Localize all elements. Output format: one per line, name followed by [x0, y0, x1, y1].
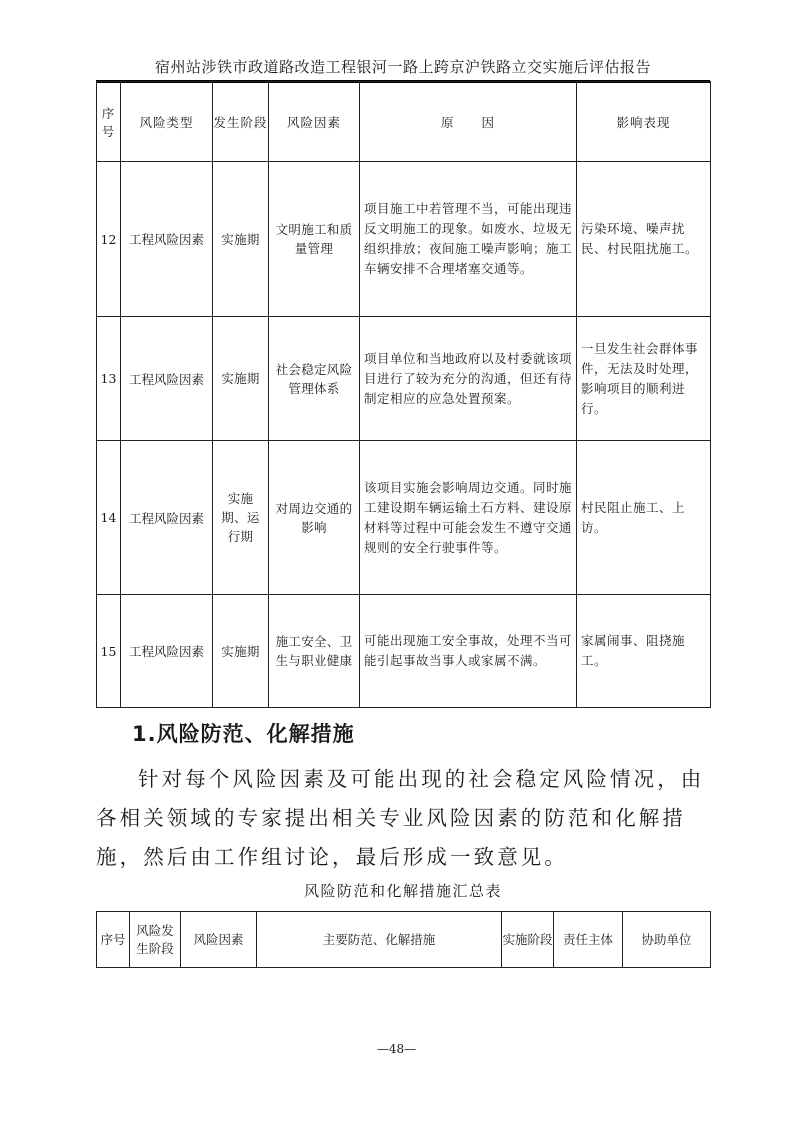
header-cell-no: 序号	[97, 912, 130, 968]
measures-summary-table	[96, 911, 711, 968]
row-factor: 文明施工和质量管理	[269, 162, 360, 317]
table-row	[97, 595, 711, 708]
row-impact: 家属闹事、阻挠施工。	[577, 595, 711, 708]
row-no: 15	[97, 595, 121, 708]
header-cell-assist: 协助单位	[623, 912, 711, 968]
section-paragraph: 针对每个风险因素及可能出现的社会稳定风险情况，由各相关领域的专家提出相关专业风险因素的防范和化解措施，然后由工作组讨论，最后形成一致意见。	[96, 767, 705, 869]
table-row	[97, 162, 711, 317]
row-stage: 实施期	[213, 317, 269, 441]
row-type: 工程风险因素	[121, 595, 213, 708]
row-no: 14	[97, 441, 121, 595]
page-number: —48—	[376, 1042, 417, 1056]
header-cell-factor: 风险因素	[181, 912, 257, 968]
header-cell-factor: 风险因素	[269, 82, 360, 162]
header-cell-responsible: 责任主体	[554, 912, 623, 968]
row-no: 12	[97, 162, 121, 317]
row-reason: 项目单位和当地政府以及村委就该项目进行了较为充分的沟通，但还有待制定相应的应急处置预案。	[360, 317, 577, 441]
row-impact: 村民阻止施工、上访。	[577, 441, 711, 595]
table-header-row	[97, 82, 711, 162]
page-header	[96, 56, 710, 83]
table-caption: 风险防范和化解措施汇总表	[303, 882, 502, 900]
row-type: 工程风险因素	[121, 441, 213, 595]
header-cell-type: 风险类型	[121, 82, 213, 162]
header-cell-measures: 主要防范、化解措施	[257, 912, 502, 968]
row-reason: 该项目实施会影响周边交通。同时施工建设期车辆运输土石方料、建设原材料等过程中可能会发生不遵守交通规则的安全行驶事件等。	[360, 441, 577, 595]
row-type: 工程风险因素	[121, 162, 213, 317]
table-header-row	[97, 912, 711, 968]
risk-factor-table	[96, 81, 711, 708]
header-cell-no: 序号	[97, 82, 121, 162]
row-no: 13	[97, 317, 121, 441]
row-impact: 污染环境、噪声扰民、村民阻扰施工。	[577, 162, 711, 317]
row-factor: 施工安全、卫生与职业健康	[269, 595, 360, 708]
row-type: 工程风险因素	[121, 317, 213, 441]
row-reason: 项目施工中若管理不当，可能出现违反文明施工的现象。如废水、垃圾无组织排放；夜间施工噪声影响；施工车辆安排不合理堵塞交通等。	[360, 162, 577, 317]
table-row	[97, 441, 711, 595]
row-factor: 社会稳定风险管理体系	[269, 317, 360, 441]
header-cell-impact: 影响表现	[577, 82, 711, 162]
header-cell-stage: 风险发生阶段	[130, 912, 181, 968]
report-title: 宿州站涉铁市政道路改造工程银河一路上跨京沪铁路立交实施后评估报告	[154, 58, 651, 76]
header-cell-reason: 原 因	[360, 82, 577, 162]
section-title: 1.风险防范、化解措施	[132, 722, 355, 746]
row-stage: 实施期	[213, 595, 269, 708]
header-cell-stage: 发生阶段	[213, 82, 269, 162]
row-factor: 对周边交通的影响	[269, 441, 360, 595]
row-reason: 可能出现施工安全事故，处理不当可能引起事故当事人或家属不满。	[360, 595, 577, 708]
row-stage: 实施期	[213, 162, 269, 317]
row-stage: 实施期、运行期	[213, 441, 269, 595]
row-impact: 一旦发生社会群体事件，无法及时处理，影响项目的顺利进行。	[577, 317, 711, 441]
table-row	[97, 317, 711, 441]
header-cell-impl-stage: 实施阶段	[502, 912, 554, 968]
